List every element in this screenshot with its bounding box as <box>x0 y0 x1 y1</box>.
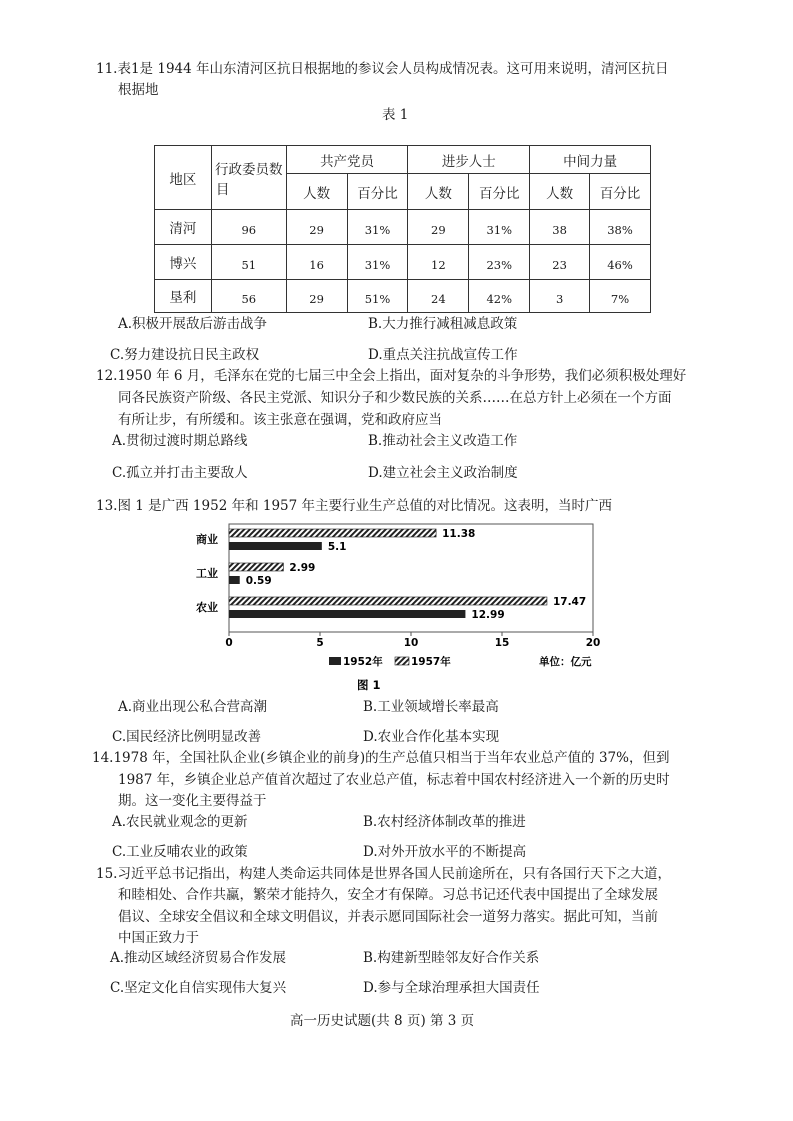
q12-option-b[interactable]: B.推动社会主义改造工作 <box>368 433 518 449</box>
cell-communist-percent: 31% <box>347 245 408 280</box>
q12-stem-line1: 12.1950 年 6 月，毛泽东在党的七届三中全会上指出，面对复杂的斗争形势，我们必须积极处理好 <box>96 368 687 384</box>
cell-progressive-percent: 42% <box>469 280 530 313</box>
q11-option-b[interactable]: B.大力推行减租减息政策 <box>368 316 518 332</box>
cell-region: 博兴 <box>155 245 212 280</box>
cell-communist-count: 29 <box>286 280 347 313</box>
q12-option-a[interactable]: A.贯彻过渡时期总路线 <box>112 433 248 449</box>
figure-caption: 图 1 <box>357 678 381 692</box>
table-caption: 表 1 <box>382 107 409 123</box>
header-communist: 共产党员 <box>286 146 408 174</box>
cell-middle-count: 3 <box>530 280 590 313</box>
q14-stem-line3: 期。这一变化主要得益于 <box>118 793 267 809</box>
table-row <box>155 280 651 313</box>
category-label: 农业 <box>196 601 218 614</box>
table-1 <box>154 145 651 313</box>
cell-admin: 96 <box>211 210 286 245</box>
bar-商业-1952年 <box>229 542 322 550</box>
header-percent: 百分比 <box>469 174 530 210</box>
q15-option-c[interactable]: C.坚定文化自信实现伟大复兴 <box>110 980 287 996</box>
header-percent: 百分比 <box>590 174 651 210</box>
figure-1-chart <box>190 520 630 695</box>
category-label: 商业 <box>196 533 218 546</box>
cell-admin: 51 <box>211 245 286 280</box>
legend-swatch-1957 <box>395 657 409 665</box>
cell-middle-count: 23 <box>530 245 590 280</box>
cell-communist-count: 29 <box>286 210 347 245</box>
q11-option-c[interactable]: C.努力建设抗日民主政权 <box>110 347 260 363</box>
cell-region: 清河 <box>155 210 212 245</box>
bar-value-label: 0.59 <box>245 575 272 587</box>
x-tick-label: 0 <box>225 637 233 649</box>
header-middle: 中间力量 <box>530 146 651 174</box>
q14-option-c[interactable]: C.工业反哺农业的政策 <box>112 844 248 860</box>
cell-admin: 56 <box>211 280 286 313</box>
cell-progressive-percent: 31% <box>469 210 530 245</box>
bar-value-label: 17.47 <box>552 596 587 608</box>
x-tick-label: 5 <box>316 637 324 649</box>
q12-stem-line2: 同各民族资产阶级、各民主党派、知识分子和少数民族的关系……在总方针上必须在一个方面 <box>118 390 672 406</box>
legend-label-1952: 1952年 <box>343 656 383 668</box>
bar-农业-1952年 <box>229 610 465 618</box>
category-label: 工业 <box>196 567 218 580</box>
cell-region: 垦利 <box>155 280 212 313</box>
header-admin-members-line2: 目 <box>215 181 230 198</box>
legend-label-1957: 1957年 <box>411 656 451 668</box>
bar-value-label: 11.38 <box>442 528 476 540</box>
q13-option-d[interactable]: D.农业合作化基本实现 <box>363 729 500 745</box>
x-tick-label: 15 <box>494 637 510 649</box>
q14-option-a[interactable]: A.农民就业观念的更新 <box>112 814 248 830</box>
cell-middle-percent: 46% <box>590 245 651 280</box>
q15-stem-line2: 和睦相处、合作共赢，繁荣才能持久，安全才有保障。习总书记还代表中国提出了全球发展 <box>118 887 658 903</box>
bar-value-label: 2.99 <box>289 562 316 574</box>
q13-stem-line1: 13.图 1 是广西 1952 年和 1957 年主要行业生产总值的对比情况。这表明，当时广西 <box>96 498 613 514</box>
q15-stem-line1: 15.习近平总书记指出，构建人类命运共同体是世界各国人民前途所在，只有各国行天下之大道， <box>96 866 671 882</box>
unit-label: 单位：亿元 <box>539 656 592 668</box>
q11-stem-line2: 根据地 <box>118 82 159 98</box>
cell-progressive-count: 29 <box>408 210 469 245</box>
cell-communist-count: 16 <box>286 245 347 280</box>
bar-农业-1957年 <box>229 597 547 605</box>
q12-option-c[interactable]: C.孤立并打击主要敌人 <box>112 465 248 481</box>
q15-stem-line3: 倡议、全球安全倡议和全球文明倡议，并表示愿同国际社会一道努力落实。据此可知，当前 <box>118 909 658 925</box>
header-count: 人数 <box>286 174 347 210</box>
q15-option-d[interactable]: D.参与全球治理承担大国责任 <box>363 980 540 996</box>
q13-option-b[interactable]: B.工业领域增长率最高 <box>363 699 499 715</box>
cell-progressive-count: 12 <box>408 245 469 280</box>
q15-stem-line4: 中国正致力于 <box>118 930 199 946</box>
q11-option-d[interactable]: D.重点关注抗战宣传工作 <box>368 347 518 363</box>
q14-option-d[interactable]: D.对外开放水平的不断提高 <box>363 844 527 860</box>
x-tick-label: 20 <box>585 637 601 649</box>
cell-middle-percent: 38% <box>590 210 651 245</box>
q12-option-d[interactable]: D.建立社会主义政治制度 <box>368 465 518 481</box>
header-percent: 百分比 <box>347 174 408 210</box>
q14-stem-line2: 1987 年，乡镇企业总产值首次超过了农业总产值，标志着中国农村经济进入一个新的历史时 <box>118 772 670 788</box>
q15-option-b[interactable]: B.构建新型睦邻友好合作关系 <box>363 950 540 966</box>
q14-option-b[interactable]: B.农村经济体制改革的推进 <box>363 814 526 830</box>
q11-option-a[interactable]: A.积极开展敌后游击战争 <box>118 316 268 332</box>
q13-option-c[interactable]: C.国民经济比例明显改善 <box>112 729 262 745</box>
table-row <box>155 245 651 280</box>
header-admin-members-line1: 行政委员数 <box>215 161 283 178</box>
cell-progressive-percent: 23% <box>469 245 530 280</box>
x-tick-label: 10 <box>403 637 419 649</box>
q11-stem-line1: 11.表1是 1944 年山东清河区抗日根据地的参议会人员构成情况表。这可用来说明，清河区抗日 <box>96 61 669 77</box>
q14-stem-line1: 14.1978 年，全国社队企业(乡镇企业的前身)的生产总值只相当于当年农业总产值的 37%，但到 <box>92 750 670 766</box>
header-count: 人数 <box>408 174 469 210</box>
bar-value-label: 5.1 <box>327 541 347 553</box>
header-progressive: 进步人士 <box>408 146 530 174</box>
cell-middle-count: 38 <box>530 210 590 245</box>
cell-communist-percent: 51% <box>347 280 408 313</box>
page-footer: 高一历史试题(共 8 页) 第 3 页 <box>290 1013 475 1029</box>
header-region: 地区 <box>155 146 212 210</box>
q12-stem-line3: 有所让步，有所缓和。该主张意在强调，党和政府应当 <box>118 412 442 428</box>
q15-option-a[interactable]: A.推动区域经济贸易合作发展 <box>110 950 287 966</box>
q13-option-a[interactable]: A.商业出现公私合营高潮 <box>118 699 268 715</box>
table-row <box>155 210 651 245</box>
header-count: 人数 <box>530 174 590 210</box>
header-admin-members <box>211 146 286 210</box>
bar-商业-1957年 <box>229 529 436 537</box>
bar-value-label: 12.99 <box>471 609 505 621</box>
cell-communist-percent: 31% <box>347 210 408 245</box>
cell-progressive-count: 24 <box>408 280 469 313</box>
bar-工业-1957年 <box>229 563 283 571</box>
legend-swatch-1952 <box>329 657 341 665</box>
bar-工业-1952年 <box>229 576 240 584</box>
cell-middle-percent: 7% <box>590 280 651 313</box>
